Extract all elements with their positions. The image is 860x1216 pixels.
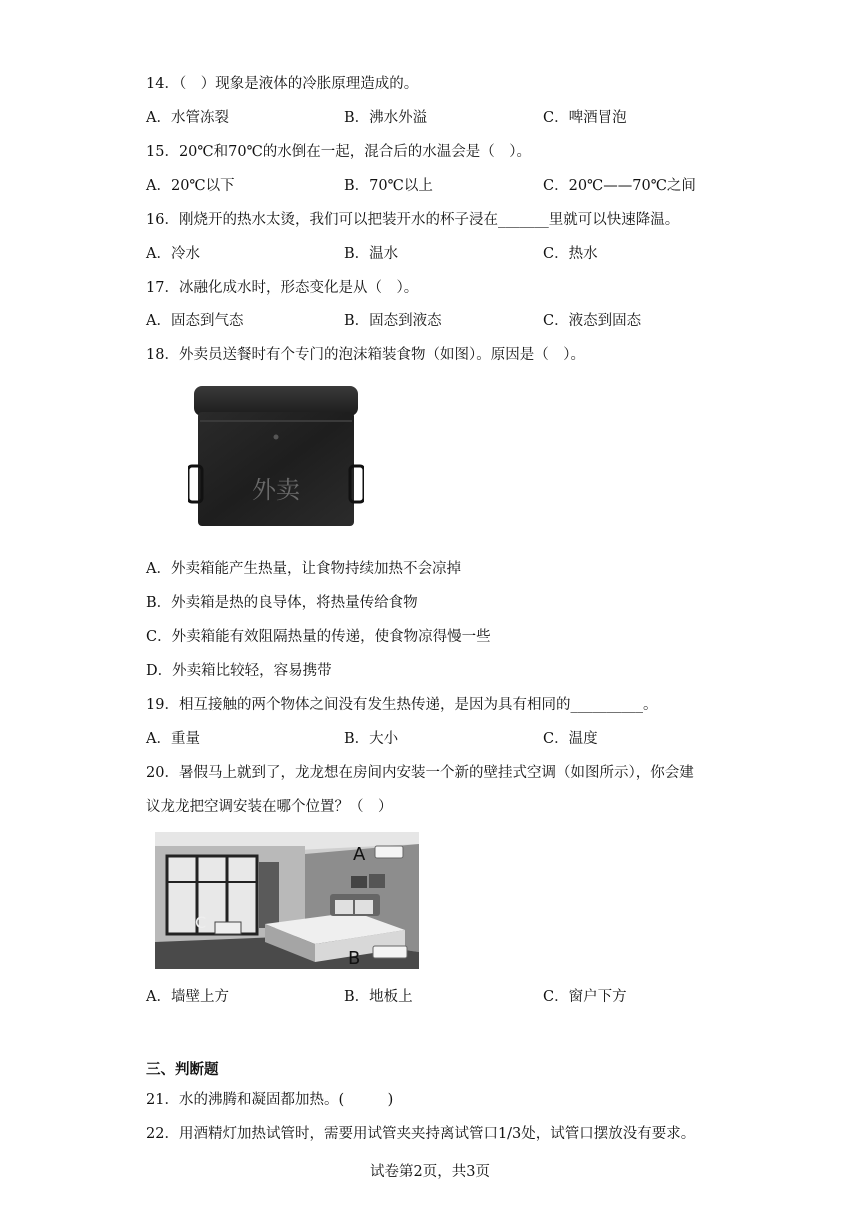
question-16-stem: 16．刚烧开的热水太烫，我们可以把装开水的杯子浸在_______里就可以快速降温。 [146, 212, 680, 228]
position-a-label: A [353, 844, 366, 865]
question-20-stem-line1: 20．暑假马上就到了，龙龙想在房间内安装一个新的壁挂式空调（如图所示），你会建 [146, 765, 694, 781]
q14-option-a: A．水管冻裂 [146, 110, 229, 126]
q20-option-c: C．窗户下方 [543, 989, 627, 1005]
question-15-stem: 15．20℃和70℃的水倒在一起，混合后的水温会是（ ）。 [146, 144, 532, 160]
question-19-stem: 19．相互接触的两个物体之间没有发生热传递，是因为具有相同的__________。 [146, 697, 658, 713]
q19-option-a: A．重量 [146, 731, 200, 747]
q17-option-b: B．固态到液态 [344, 313, 442, 329]
q14-option-b: B．沸水外溢 [344, 110, 428, 126]
question-22: 22．用酒精灯加热试管时，需要用试管夹夹持离试管口1/3处，试管口摆放没有要求。 [146, 1126, 696, 1142]
q19-option-c: C．温度 [543, 731, 598, 747]
q17-option-c: C．液态到固态 [543, 313, 642, 329]
question-14-stem: 14．（ ）现象是液体的冷胀原理造成的。 [146, 76, 419, 92]
question-18-stem: 18．外卖员送餐时有个专门的泡沫箱装食物（如图）。原因是（ ）。 [146, 347, 585, 363]
box-label: 外卖 [252, 476, 300, 504]
q19-option-b: B．大小 [344, 731, 399, 747]
q16-option-b: B．温水 [344, 246, 399, 262]
q15-option-b: B．70℃以上 [344, 178, 433, 194]
q18-option-d: D．外卖箱比较轻，容易携带 [146, 663, 332, 679]
bedroom-image [155, 832, 419, 969]
q20-option-b: B．地板上 [344, 989, 413, 1005]
position-b-label: B [348, 948, 361, 969]
question-17-stem: 17．冰融化成水时，形态变化是从（ ）。 [146, 280, 419, 296]
q17-option-a: A．固态到气态 [146, 313, 244, 329]
position-c-label: C [195, 913, 207, 932]
q18-option-c: C．外卖箱能有效阻隔热量的传递，使食物凉得慢一些 [146, 629, 491, 645]
question-20-stem-line2: 议龙龙把空调安装在哪个位置？（ ） [146, 799, 393, 815]
q15-option-a: A．20℃以下 [146, 178, 235, 194]
q18-option-a: A．外卖箱能产生热量，让食物持续加热不会凉掉 [146, 561, 461, 577]
q15-option-c: C．20℃——70℃之间 [543, 178, 696, 194]
q20-option-a: A．墙壁上方 [146, 989, 229, 1005]
q14-option-c: C．啤酒冒泡 [543, 110, 627, 126]
page-footer: 试卷第2页，共3页 [370, 1164, 490, 1180]
section-3-title: 三、判断题 [146, 1061, 219, 1078]
question-21: 21．水的沸腾和凝固都加热。( ) [146, 1092, 394, 1108]
delivery-box-image [188, 380, 364, 530]
q16-option-c: C．热水 [543, 246, 598, 262]
q16-option-a: A．冷水 [146, 246, 200, 262]
q18-option-b: B．外卖箱是热的良导体，将热量传给食物 [146, 595, 418, 611]
